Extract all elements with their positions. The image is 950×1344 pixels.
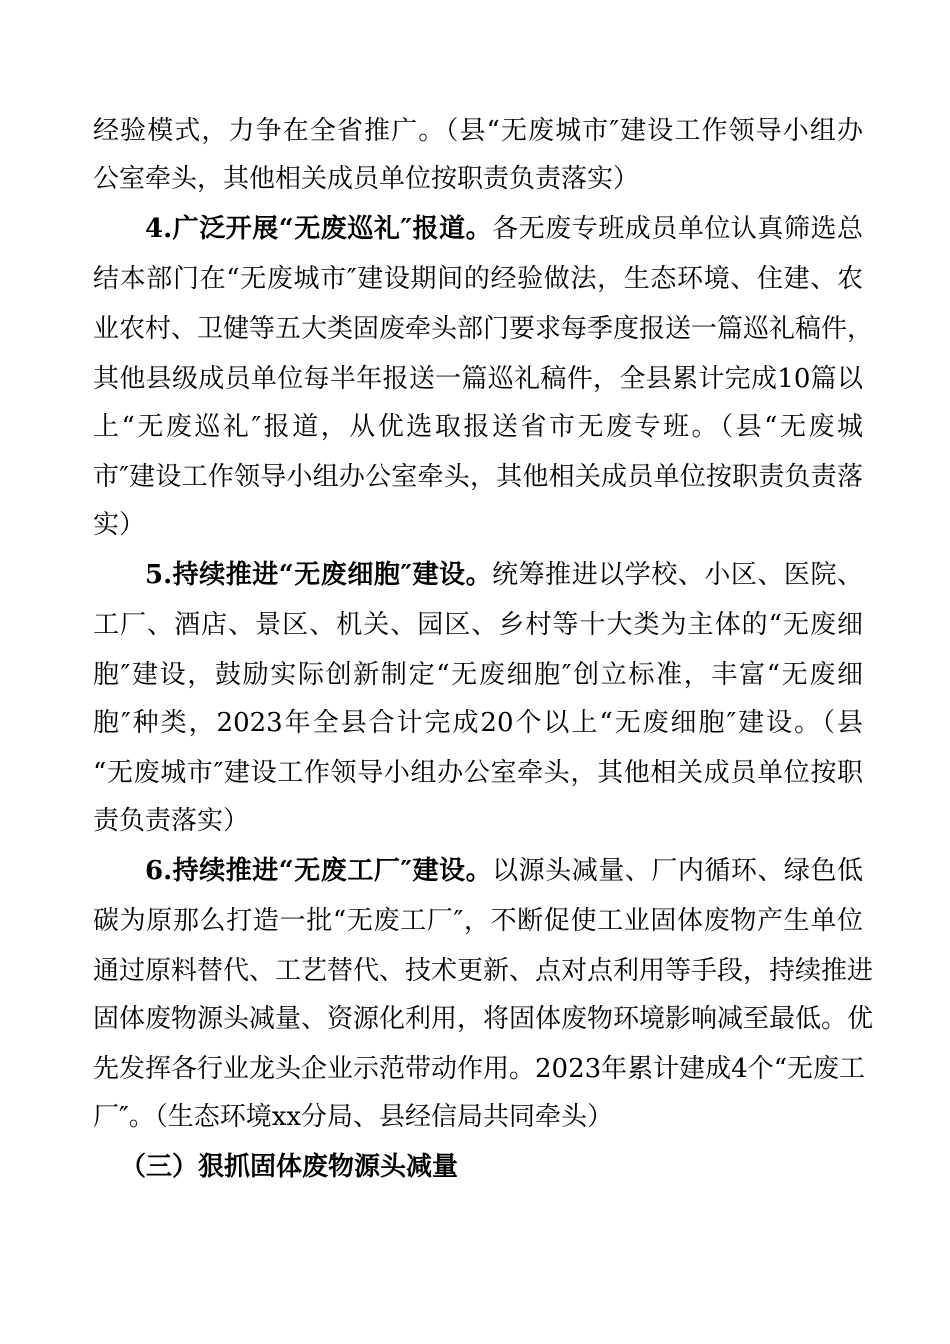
item4-line-5: 上“无废巡礼″报道，从优选取报送省市无废专班。（县“无废城 bbox=[93, 412, 863, 442]
item4-first-line-text: 各无废专班成员单位认真筛选总 bbox=[492, 214, 863, 244]
item6-heading: 6.持续推进“无废工厂″建设。 bbox=[145, 856, 493, 886]
item6-line-6: 厂″。（生态环境xx分局、县经信局共同牵头） bbox=[93, 1102, 614, 1132]
item5-first-line-text: 统筹推进以学校、小区、医院、 bbox=[492, 560, 863, 590]
item4-line-2: 结本部门在“无废城市″建设期间的经验做法，生态环境、住建、农 bbox=[93, 264, 863, 294]
item5-heading: 5.持续推进“无废细胞″建设。 bbox=[145, 560, 493, 590]
section3-heading: （三）狠抓固体废物源头减量 bbox=[120, 1152, 459, 1182]
item5-line-6: 责负责落实） bbox=[93, 806, 250, 836]
item6-line-2: 碳为原那么打造一批“无废工厂″，不断促使工业固体废物产生单位 bbox=[93, 906, 863, 936]
item5-line-3: 胞″建设，鼓励实际创新制定“无废细胞″创立标准，丰富“无废细 bbox=[93, 660, 863, 690]
item6-line-4: 固体废物源头减量、资源化利用，将固体废物环境影响减至最低。优 bbox=[93, 1004, 874, 1034]
item4-first-line bbox=[145, 214, 863, 244]
item4-line-7: 实） bbox=[93, 510, 146, 540]
item4-line-6: 市″建设工作领导小组办公室牵头，其他相关成员单位按职责负责落 bbox=[93, 462, 863, 492]
item4-line-4: 其他县级成员单位每半年报送一篇巡礼稿件，全县累计完成10篇以 bbox=[93, 364, 863, 394]
item5-line-2: 工厂、酒店、景区、机关、园区、乡村等十大类为主体的“无废细 bbox=[93, 610, 863, 640]
intro-line-2: 公室牵头，其他相关成员单位按职责负责落实） bbox=[93, 164, 640, 194]
item5-line-5: “无废城市″建设工作领导小组办公室牵头，其他相关成员单位按职 bbox=[93, 758, 863, 788]
item6-line-5: 先发挥各行业龙头企业示范带动作用。2023年累计建成4个“无废工 bbox=[93, 1054, 866, 1084]
item6-first-line-text: 以源头减量、厂内循环、绿色低 bbox=[492, 856, 863, 886]
intro-line-1: 经验模式，力争在全省推广。（县“无废城市″建设工作领导小组办 bbox=[93, 116, 863, 146]
item5-line-4: 胞″种类，2023年全县合计完成20个以上“无废细胞″建设。（县 bbox=[93, 708, 863, 738]
item4-line-3: 业农村、卫健等五大类固废牵头部门要求每季度报送一篇巡礼稿件， bbox=[93, 314, 874, 344]
item6-line-3: 通过原料替代、工艺替代、技术更新、点对点利用等手段，持续推进 bbox=[93, 956, 874, 986]
item4-heading: 4.广泛开展“无废巡礼″报道。 bbox=[145, 214, 493, 244]
item5-first-line bbox=[145, 560, 863, 590]
item6-first-line bbox=[145, 856, 863, 886]
